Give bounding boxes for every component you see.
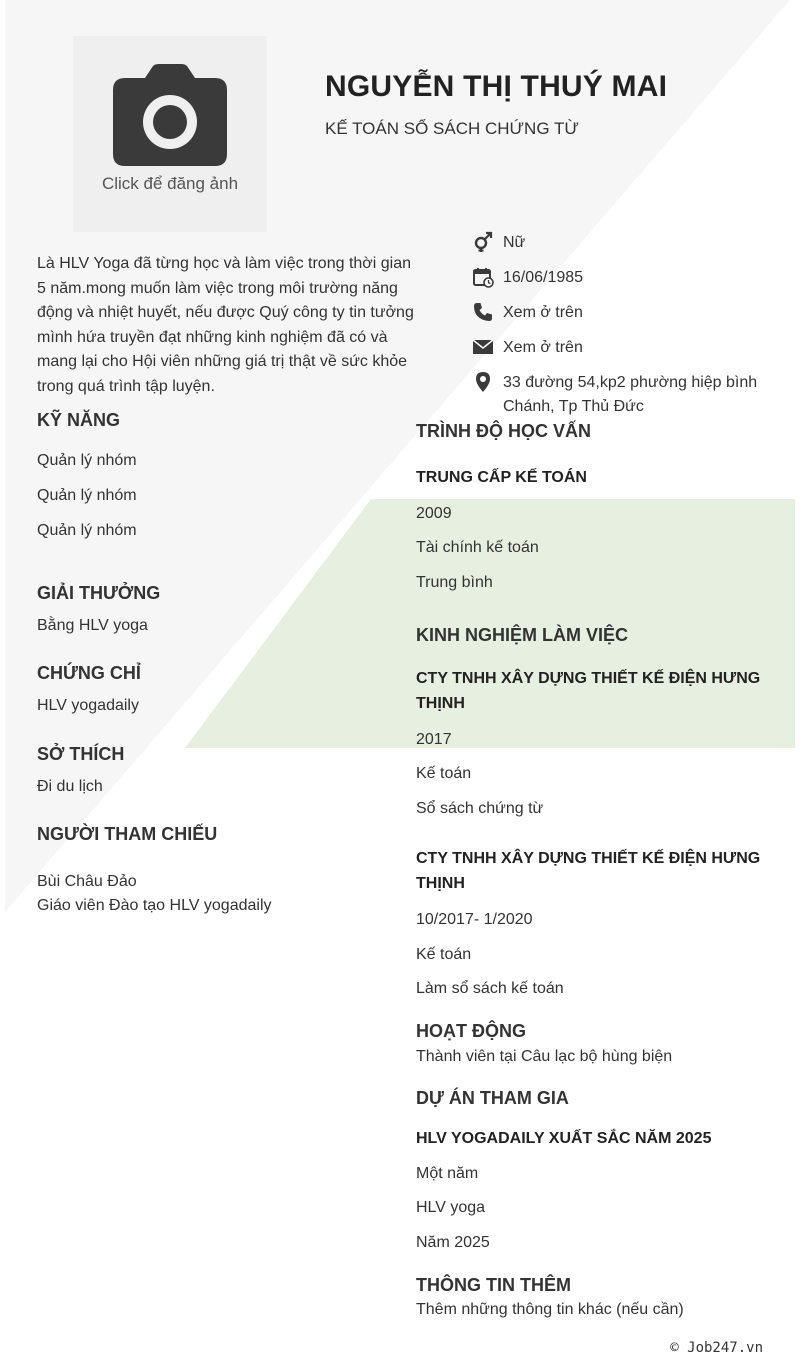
job-description: Làm sổ sách kế toán (416, 980, 564, 997)
contact-info (472, 231, 772, 430)
job-period: 2017 (416, 731, 452, 748)
birthday-value: 16/06/1985 (503, 269, 584, 286)
project-duration: Một năm (416, 1165, 479, 1182)
job-company: CTY TNHH XÂY DỰNG THIẾT KẾ ĐIỆN HƯNG THỊNH (416, 850, 761, 892)
education-school: TRUNG CẤP KẾ TOÁN (416, 469, 587, 486)
calendar-icon (472, 266, 494, 288)
footer-copyright: © Job247.vn (670, 1340, 763, 1356)
skill-item: Quản lý nhóm (37, 522, 137, 539)
envelope-icon (472, 336, 494, 358)
job-description: Sổ sách chứng từ (416, 800, 544, 817)
education-grade: Trung bình (416, 574, 493, 591)
awards-text: Bằng HLV yoga (37, 617, 148, 634)
reference-name: Bùi Châu Đảo (37, 873, 137, 890)
skill-item: Quản lý nhóm (37, 452, 137, 469)
hobbies-heading: SỞ THÍCH (37, 744, 125, 764)
contact-email (472, 336, 772, 360)
activities-text: Thành viên tại Câu lạc bộ hùng biện (416, 1048, 673, 1065)
activities-heading: HOẠT ĐỘNG (416, 1021, 526, 1041)
awards-heading: GIẢI THƯỞNG (37, 583, 161, 603)
contact-gender (472, 231, 772, 255)
contact-birthday (472, 266, 772, 290)
reference-role: Giáo viên Đào tạo HLV yogadaily (37, 897, 272, 914)
job-title: KẾ TOÁN SỔ SÁCH CHỨNG TỪ (325, 119, 579, 138)
education-major: Tài chính kế toán (416, 539, 539, 556)
education-heading: TRÌNH ĐỘ HỌC VẤN (416, 421, 591, 441)
candidate-name: NGUYỄN THỊ THUÝ MAI (325, 70, 668, 103)
projects-heading: DỰ ÁN THAM GIA (416, 1088, 569, 1108)
job-position: Kế toán (416, 765, 472, 782)
camera-icon (111, 64, 229, 168)
job-position: Kế toán (416, 946, 472, 963)
certificates-text: HLV yogadaily (37, 697, 139, 714)
contact-address (472, 371, 772, 419)
extra-heading: THÔNG TIN THÊM (416, 1275, 571, 1295)
email-value: Xem ở trên (503, 339, 583, 356)
contact-phone (472, 301, 772, 325)
phone-icon (472, 301, 494, 323)
address-value: 33 đường 54,kp2 phường hiệp bình Chánh, Tp Thủ Đức (503, 374, 758, 415)
gender-icon (472, 231, 494, 253)
project-name: HLV YOGADAILY XUẤT SẮC NĂM 2025 (416, 1130, 712, 1147)
project-year: Năm 2025 (416, 1234, 490, 1251)
gender-value: Nữ (503, 234, 526, 251)
extra-text: Thêm những thông tin khác (nếu cần) (416, 1301, 684, 1318)
phone-value: Xem ở trên (503, 304, 583, 321)
skill-item: Quản lý nhóm (37, 487, 137, 504)
skills-heading: KỸ NĂNG (37, 410, 121, 430)
hobbies-text: Đi du lịch (37, 778, 103, 795)
career-summary: Là HLV Yoga đã từng học và làm việc trong thời gian 5 năm.mong muốn làm việc trong môi trường năng động và nhiệt huyết, nếu được Quý công ty tin tưởng mình hứa truyền đạt những kinh nghiệm đã có và mang lại cho Hội viên những giá trị thật về sức khỏe trong quá trình tập luyện. (37, 255, 414, 395)
certificates-heading: CHỨNG CHỈ (37, 663, 141, 683)
location-pin-icon (472, 371, 494, 393)
references-heading: NGƯỜI THAM CHIẾU (37, 824, 218, 844)
photo-upload[interactable] (73, 36, 267, 232)
project-role: HLV yoga (416, 1199, 486, 1216)
job-company: CTY TNHH XÂY DỰNG THIẾT KẾ ĐIỆN HƯNG THỊNH (416, 670, 761, 712)
experience-heading: KINH NGHIỆM LÀM VIỆC (416, 625, 629, 645)
education-year: 2009 (416, 505, 452, 522)
photo-caption: Click để đăng ảnh (101, 174, 239, 193)
job-period: 10/2017- 1/2020 (416, 911, 533, 928)
